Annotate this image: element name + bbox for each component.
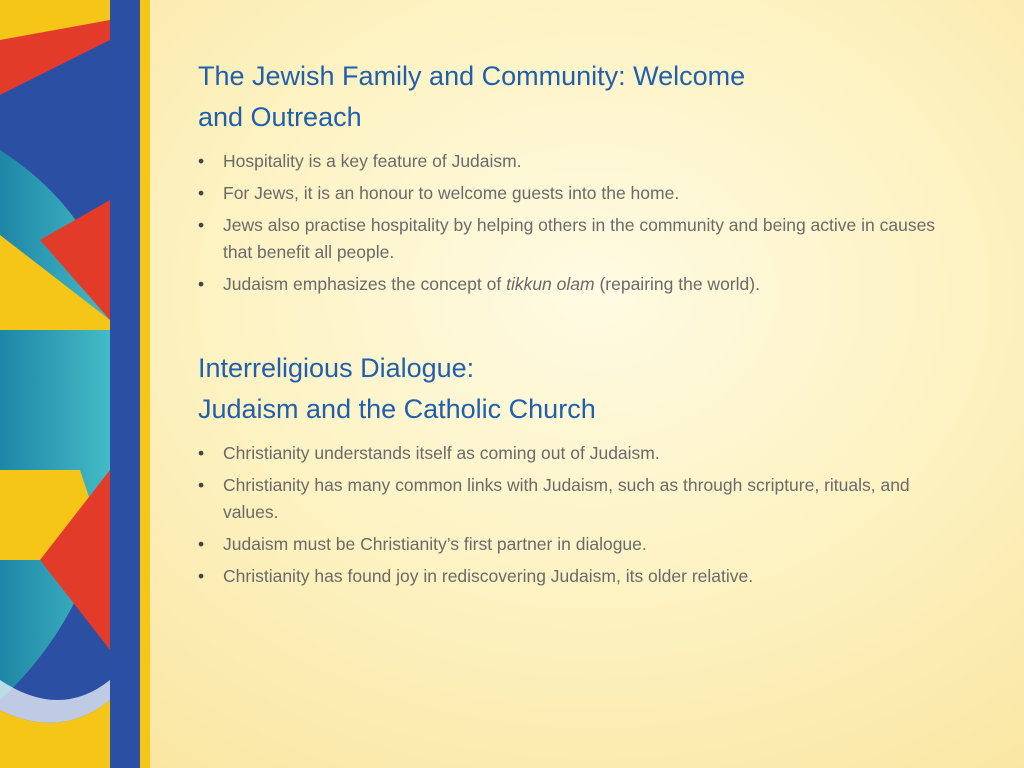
- bullet-icon: •: [198, 151, 205, 171]
- bullet-icon: •: [198, 274, 205, 294]
- title-line: and Outreach: [198, 102, 362, 132]
- bullet-icon: •: [198, 215, 205, 235]
- bullet-text-suffix: (repairing the world).: [594, 274, 760, 294]
- bullet-list-dialogue: [198, 440, 958, 590]
- title-line: The Jewish Family and Community: Welcome: [198, 61, 746, 91]
- bullet-icon: •: [198, 534, 205, 554]
- list-item: [198, 212, 958, 266]
- bullet-text: For Jews, it is an honour to welcome guests into the home.: [223, 183, 680, 203]
- bullet-text: Hospitality is a key feature of Judaism.: [223, 151, 522, 171]
- bullet-text: Jews also practise hospitality by helping others in the community and being active in causes that benefit all people.: [223, 215, 936, 262]
- bullet-icon: •: [198, 183, 205, 203]
- slide-content: [198, 56, 958, 595]
- bullet-icon: •: [198, 566, 205, 586]
- list-item: [198, 180, 958, 207]
- list-item: [198, 472, 958, 526]
- bullet-text: Judaism must be Christianity’s first partner in dialogue.: [223, 534, 647, 554]
- bullet-icon: •: [198, 443, 205, 463]
- decorative-side-artwork: [0, 0, 150, 768]
- list-item: [198, 531, 958, 558]
- list-item: [198, 440, 958, 467]
- bullet-text: Christianity has found joy in rediscovering Judaism, its older relative.: [223, 566, 754, 586]
- bullet-text-prefix: Judaism emphasizes the concept of: [223, 274, 507, 294]
- title-line: Judaism and the Catholic Church: [198, 394, 596, 424]
- list-item: [198, 563, 958, 590]
- bullet-text: Christianity understands itself as coming out of Judaism.: [223, 443, 660, 463]
- bullet-list-welcome: [198, 148, 958, 298]
- title-line: Interreligious Dialogue:: [198, 353, 475, 383]
- bullet-text: Christianity has many common links with Judaism, such as through scripture, rituals, and values.: [223, 475, 910, 522]
- section-title-welcome-outreach: [198, 56, 958, 138]
- bullet-icon: •: [198, 475, 205, 495]
- section-title-interreligious-dialogue: [198, 348, 958, 430]
- bullet-text-italic: tikkun olam: [506, 274, 595, 294]
- list-item: [198, 271, 958, 298]
- list-item: [198, 148, 958, 175]
- geometric-pattern: [0, 0, 150, 768]
